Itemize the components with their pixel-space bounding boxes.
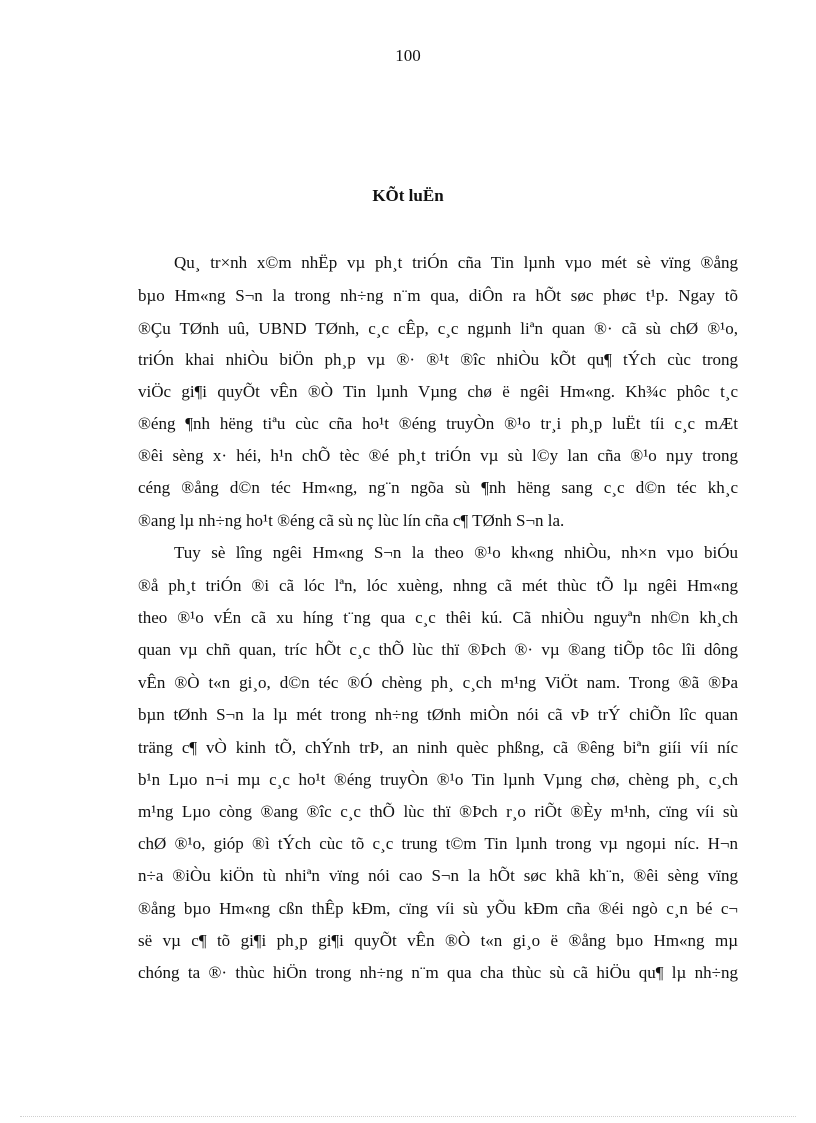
text-line: b¹n Lµo n¬i mµ c¸c ho¹t ®éng truyÒn ®¹o Tin lµnh Vµng chø, chèng ph¸ c¸ch: [138, 770, 738, 789]
page-number: 100: [395, 46, 421, 65]
text-line: ®êi sèng x· héi, h¹n chÕ tèc ®é ph¸t triÓn vµ sù l©y lan cña ®¹o nµy trong: [138, 446, 738, 465]
section-title: KÕt luËn: [372, 186, 444, 205]
text-line: triÓn khai nhiÒu biÖn ph¸p vµ ®· ®¹t ®îc nhiÒu kÕt qu¶ tÝch cùc trong: [138, 350, 738, 369]
text-line: céng ®ång d©n téc Hm«ng, ng¨n ngõa sù ¶nh hëng sang c¸c d©n téc kh¸c: [138, 478, 738, 497]
text-line: ®ang lµ nh÷ng ho¹t ®éng cã sù nç lùc lín cña c¶ TØnh S¬n la.: [138, 511, 565, 530]
text-line: Qu¸ tr×nh x©m nhËp vµ ph¸t triÓn cña Tin lµnh vµo mét sè vïng ®ång: [174, 253, 738, 272]
text-line: chóng ta ®· thùc hiÖn trong nh÷ng n¨m qua cha thùc sù cã hiÖu qu¶ lµ nh÷ng: [138, 963, 738, 982]
text-line: bµn tØnh S¬n la lµ mét trong nh÷ng tØnh miÒn nói cã vÞ trÝ chiÕn lîc quan: [138, 705, 738, 724]
text-line: chØ ®¹o, gióp ®ì tÝch cùc tõ c¸c trung t©m Tin lµnh trong vµ ngoµi níc. H¬n: [138, 834, 738, 853]
text-line: quan vµ chñ quan, tríc hÕt c¸c thÕ lùc thï ®Þch ®· vµ ®ang tiÕp tôc lîi dông: [138, 640, 738, 659]
text-line: ®å ph¸t triÓn ®i cã lóc lªn, lóc xuèng, nhng cã mét thùc tÕ lµ ngêi Hm«ng: [138, 576, 738, 595]
text-line: n÷a ®iÒu kiÖn tù nhiªn vïng nói cao S¬n la hÕt søc khã kh¨n, ®êi sèng vïng: [138, 866, 738, 885]
text-line: ®éng ¶nh hëng tiªu cùc cña ho¹t ®éng truyÒn ®¹o tr¸i ph¸p luËt tíi c¸c mÆt: [138, 414, 738, 433]
text-line: ®ång bµo Hm«ng cßn thÊp kÐm, cïng víi sù yÕu kÐm cña ®éi ngò c¸n bé c¬: [138, 899, 738, 918]
text-line: vÊn ®Ò t«n gi¸o, d©n téc ®Ó chèng ph¸ c¸ch m¹ng ViÖt nam. Trong ®ã ®Þa: [138, 673, 738, 692]
text-line: së vµ c¶ tõ gi¶i ph¸p gi¶i quyÕt vÊn ®Ò t«n gi¸o ë ®ång bµo Hm«ng mµ: [138, 931, 738, 950]
text-line: bµo Hm«ng S¬n la trong nh÷ng n¨m qua, diÔn ra hÕt søc phøc t¹p. Ngay tõ: [138, 286, 738, 305]
text-line: theo ®¹o vÉn cã xu híng t¨ng qua c¸c thêi kú. Cã nhiÒu nguyªn nh©n kh¸ch: [138, 608, 738, 627]
text-line: viÖc gi¶i quyÕt vÊn ®Ò Tin lµnh Vµng chø ë ngêi Hm«ng. Kh¾c phôc t¸c: [138, 382, 738, 401]
text-line: m¹ng Lµo còng ®ang ®îc c¸c thÕ lùc thï ®Þch r¸o riÕt ®Èy m¹nh, cïng víi sù: [138, 802, 738, 821]
page-bottom-divider: [20, 1116, 796, 1117]
text-line: ®Çu TØnh uû, UBND TØnh, c¸c cÊp, c¸c ngµnh liªn quan ®· cã sù chØ ®¹o,: [138, 319, 738, 338]
text-line: Tuy sè lîng ngêi Hm«ng S¬n la theo ®¹o kh«ng nhiÒu, nh×n vµo biÓu: [174, 543, 738, 562]
text-line: träng c¶ vÒ kinh tÕ, chÝnh trÞ, an ninh quèc phßng, cã ®êng biªn giíi víi níc: [138, 738, 738, 757]
